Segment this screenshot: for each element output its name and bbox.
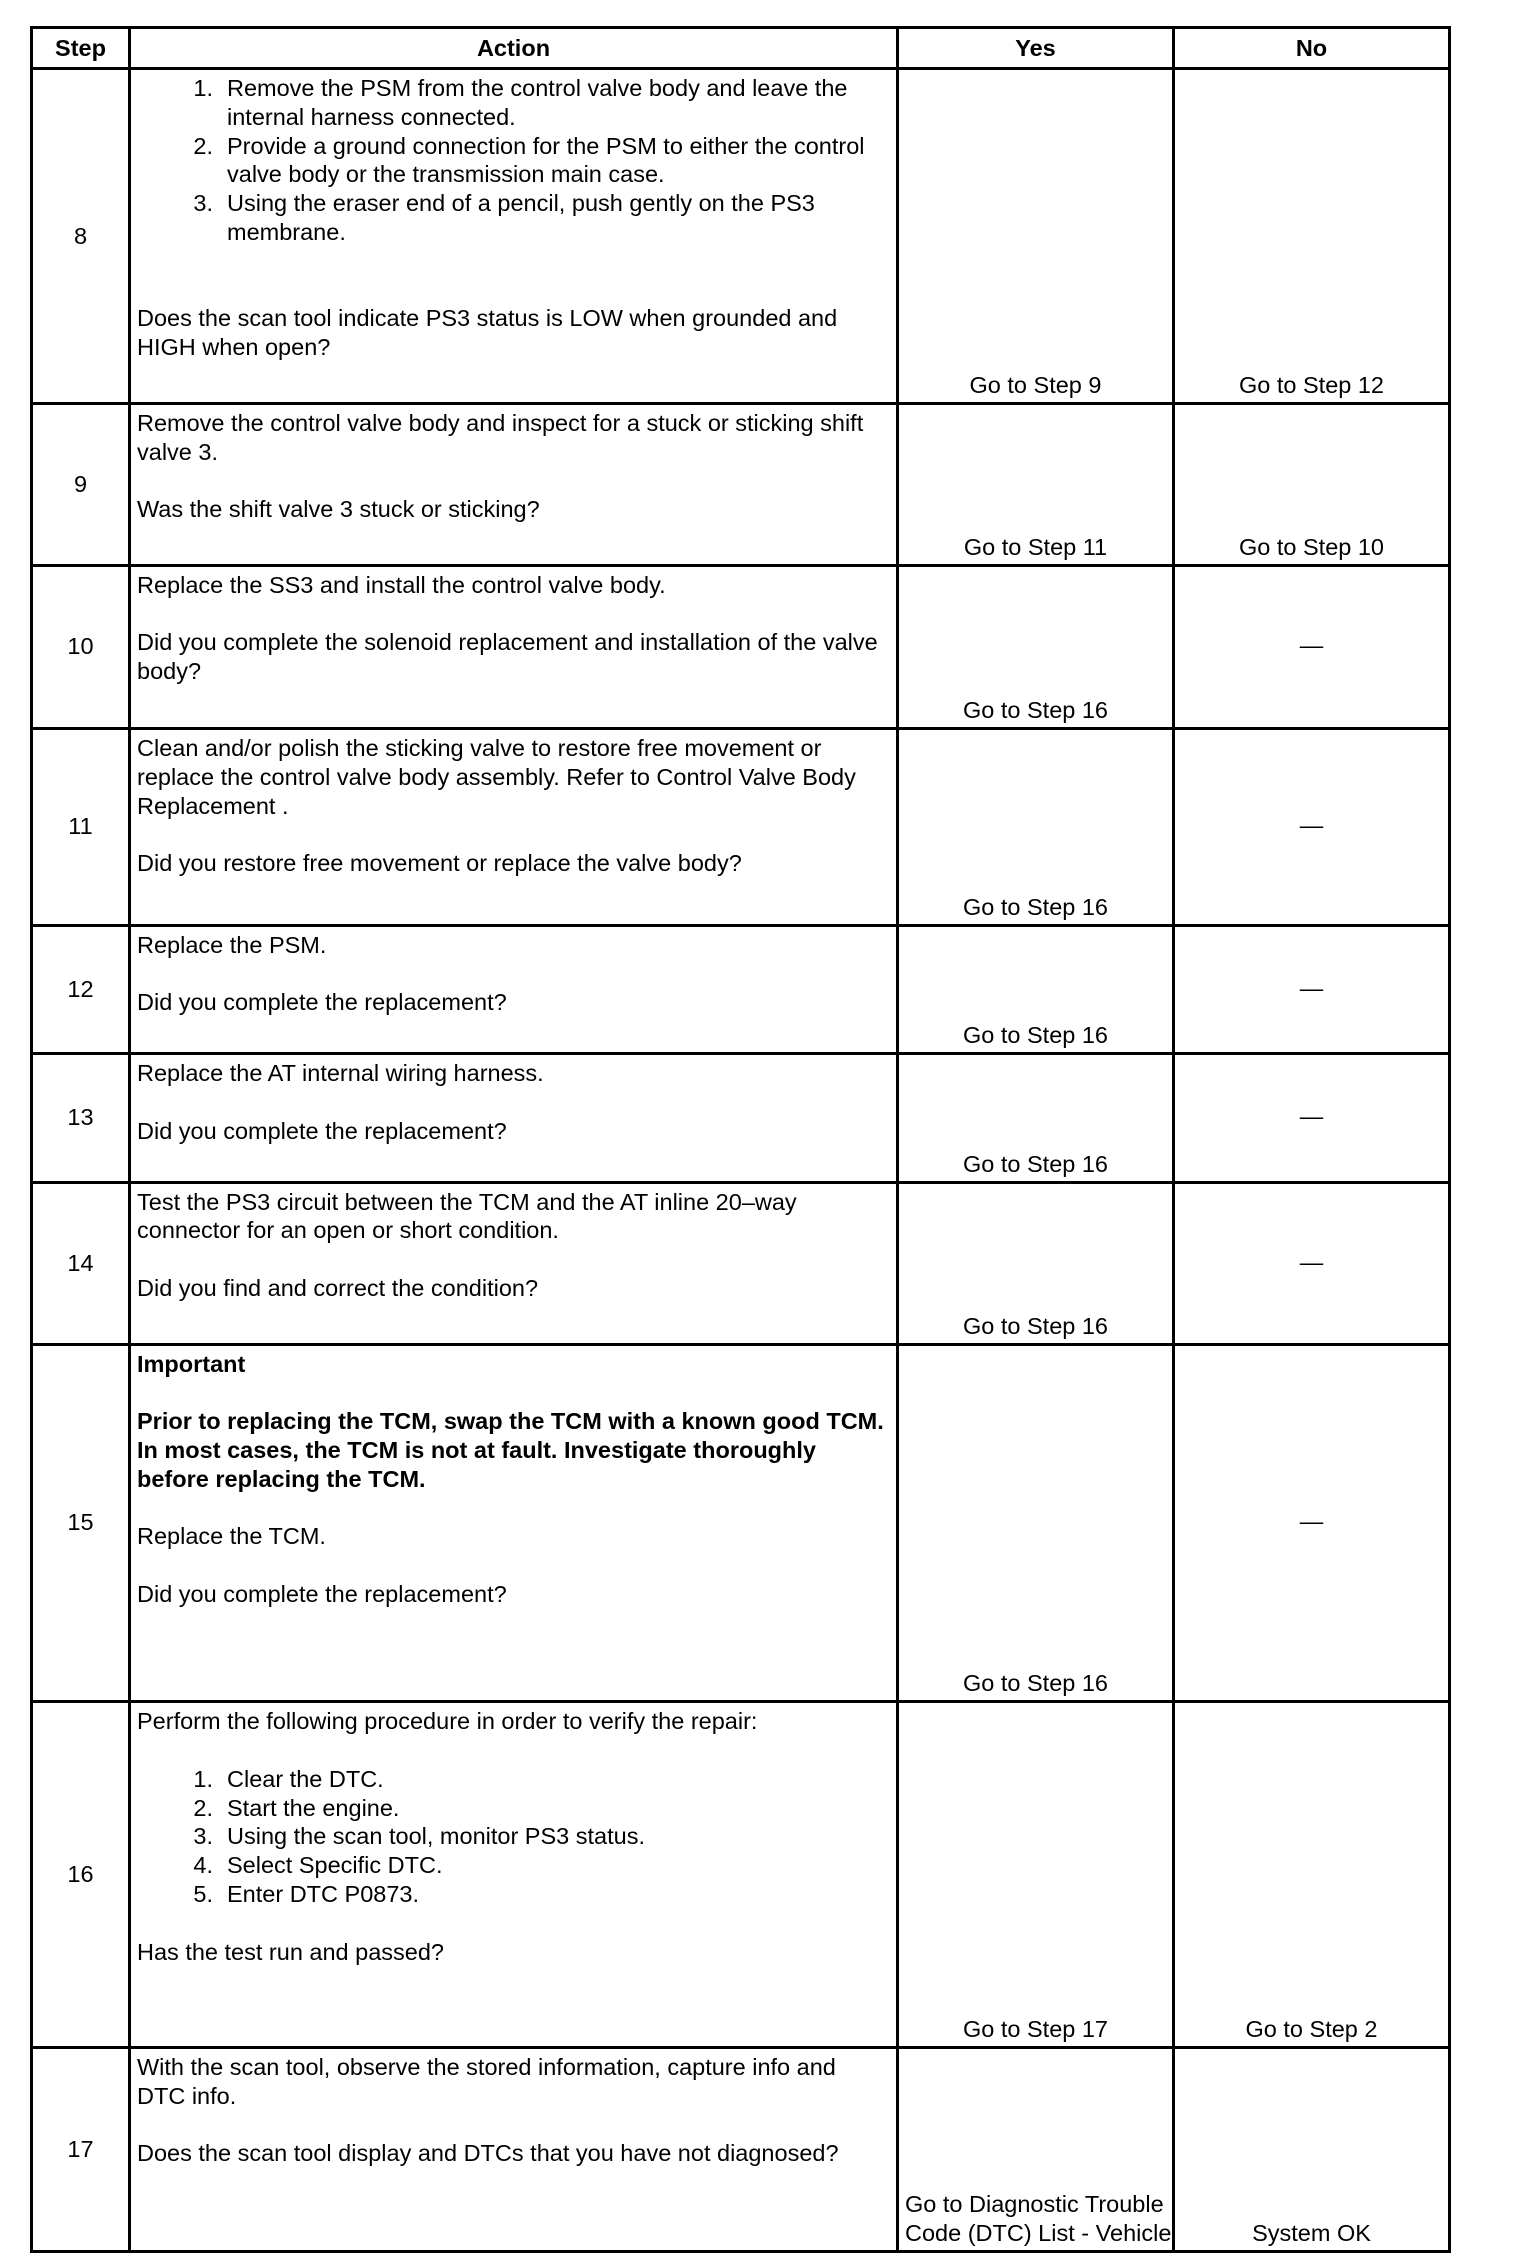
action-text: Replace the PSM. <box>137 931 327 958</box>
step-number: 11 <box>32 728 130 925</box>
action-text: Does the scan tool indicate PS3 status is LOW when grounded and HIGH when open? <box>137 305 838 361</box>
spacer <box>137 247 890 305</box>
action-text: Was the shift valve 3 stuck or sticking? <box>137 496 540 523</box>
action-text: Did you complete the replacement? <box>137 1580 507 1607</box>
no-result: — <box>1174 728 1450 925</box>
step-number: 16 <box>32 1702 130 2048</box>
yes-result: Go to Step 16 <box>898 1182 1174 1344</box>
spacer <box>137 1088 890 1117</box>
no-result: Go to Step 10 <box>1174 403 1450 565</box>
action-cell <box>130 1054 898 1182</box>
no-result: System OK <box>1174 2047 1450 2251</box>
list-number: 5. <box>193 1880 213 1907</box>
action-text: Did you complete the solenoid replacement and installation of the valve body? <box>137 629 878 685</box>
yes-result: Go to Step 16 <box>898 728 1174 925</box>
action-cell <box>130 728 898 925</box>
list-text: Start the engine. <box>227 1794 400 1821</box>
list-item <box>137 189 890 247</box>
spacer <box>137 1736 890 1765</box>
list-number: 2. <box>193 1794 213 1821</box>
step-number: 12 <box>32 925 130 1053</box>
list-item <box>137 1851 890 1880</box>
action-text: Did you restore free movement or replace the valve body? <box>137 850 742 877</box>
table-row-step-14 <box>32 1182 1450 1344</box>
yes-result: Go to Step 9 <box>898 69 1174 404</box>
yes-result: Go to Step 16 <box>898 925 1174 1053</box>
action-cell <box>130 565 898 728</box>
table-row-step-12 <box>32 925 1450 1053</box>
table-row-step-17 <box>32 2047 1450 2251</box>
action-text: Has the test run and passed? <box>137 1938 445 1965</box>
procedure-list <box>137 74 890 247</box>
action-text: Perform the following procedure in order to verify the repair: <box>137 1708 758 1735</box>
list-number: 3. <box>193 190 213 217</box>
no-result: — <box>1174 925 1450 1053</box>
list-item <box>137 74 890 132</box>
spacer <box>137 466 890 495</box>
step-number: 15 <box>32 1344 130 1702</box>
procedure-list <box>137 1765 890 1909</box>
action-text: With the scan tool, observe the stored information, capture info and DTC info. <box>137 2053 836 2109</box>
list-text: Using the eraser end of a pencil, push gently on the PS3 membrane. <box>227 190 815 245</box>
spacer <box>137 960 890 989</box>
no-result: — <box>1174 1344 1450 1702</box>
important-text: Important <box>137 1350 246 1377</box>
no-result: Go to Step 2 <box>1174 1702 1450 2048</box>
list-item <box>137 1822 890 1851</box>
spacer <box>137 2110 890 2139</box>
step-number: 13 <box>32 1054 130 1182</box>
list-text: Enter DTC P0873. <box>227 1880 420 1907</box>
spacer <box>137 1378 890 1407</box>
action-cell <box>130 2047 898 2251</box>
header-step: Step <box>32 28 130 69</box>
action-cell <box>130 1182 898 1344</box>
no-result: — <box>1174 1054 1450 1182</box>
list-number: 1. <box>193 1765 213 1792</box>
step-number: 8 <box>32 69 130 404</box>
action-text: Clean and/or polish the sticking valve to restore free movement or replace the control valve body assembly. Refer to Control Valve Body Replacement . <box>137 734 856 819</box>
list-text: Using the scan tool, monitor PS3 status. <box>227 1823 645 1850</box>
action-cell <box>130 1344 898 1702</box>
no-result: — <box>1174 1182 1450 1344</box>
no-result: Go to Step 12 <box>1174 69 1450 404</box>
step-number: 10 <box>32 565 130 728</box>
list-text: Remove the PSM from the control valve body and leave the internal harness connected. <box>227 75 848 130</box>
spacer <box>137 1494 890 1523</box>
spacer <box>137 1245 890 1274</box>
no-result: — <box>1174 565 1450 728</box>
action-text: Remove the control valve body and inspect for a stuck or sticking shift valve 3. <box>137 409 864 465</box>
diagnostic-table <box>30 26 1451 2253</box>
action-text: Did you complete the replacement? <box>137 1117 507 1144</box>
list-text: Select Specific DTC. <box>227 1852 443 1879</box>
table-row-step-9 <box>32 403 1450 565</box>
action-text: Does the scan tool display and DTCs that you have not diagnosed? <box>137 2140 839 2167</box>
step-number: 14 <box>32 1182 130 1344</box>
list-item <box>137 1794 890 1823</box>
yes-result: Go to Diagnostic Trouble Code (DTC) List - Vehicle <box>898 2047 1174 2251</box>
spacer <box>137 1909 890 1938</box>
table-row-step-10 <box>32 565 1450 728</box>
yes-result: Go to Step 16 <box>898 1054 1174 1182</box>
table-row-step-16 <box>32 1702 1450 2048</box>
action-text: Test the PS3 circuit between the TCM and the AT inline 20–way connector for an open or short condition. <box>137 1188 797 1244</box>
list-item <box>137 132 890 190</box>
table-row-step-13 <box>32 1054 1450 1182</box>
list-text: Clear the DTC. <box>227 1765 384 1792</box>
action-cell <box>130 1702 898 2048</box>
spacer <box>137 820 890 849</box>
action-cell <box>130 69 898 404</box>
yes-result: Go to Step 11 <box>898 403 1174 565</box>
yes-result: Go to Step 16 <box>898 565 1174 728</box>
yes-result: Go to Step 17 <box>898 1702 1174 2048</box>
list-item <box>137 1765 890 1794</box>
action-cell <box>130 403 898 565</box>
header-action: Action <box>130 28 898 69</box>
yes-result: Go to Step 16 <box>898 1344 1174 1702</box>
important-text: Prior to replacing the TCM, swap the TCM with a known good TCM. In most cases, the TCM is not at fault. Investigate thoroughly before replacing the TCM. <box>137 1408 884 1492</box>
list-text: Provide a ground connection for the PSM to either the control valve body or the transmission main case. <box>227 132 865 188</box>
action-text: Did you complete the replacement? <box>137 989 507 1016</box>
table-row-step-8 <box>32 69 1450 404</box>
action-text: Replace the SS3 and install the control valve body. <box>137 571 666 598</box>
action-text: Did you find and correct the condition? <box>137 1274 539 1301</box>
list-number: 2. <box>193 132 213 159</box>
spacer <box>137 1551 890 1580</box>
step-number: 9 <box>32 403 130 565</box>
action-text: Replace the TCM. <box>137 1523 326 1550</box>
header-yes: Yes <box>898 28 1174 69</box>
step-number: 17 <box>32 2047 130 2251</box>
list-number: 3. <box>193 1823 213 1850</box>
list-number: 4. <box>193 1852 213 1879</box>
action-text: Replace the AT internal wiring harness. <box>137 1060 544 1087</box>
list-number: 1. <box>193 75 213 101</box>
table-row-step-15 <box>32 1344 1450 1702</box>
action-cell <box>130 925 898 1053</box>
table-row-step-11 <box>32 728 1450 925</box>
spacer <box>137 600 890 629</box>
list-item <box>137 1880 890 1909</box>
header-no: No <box>1174 28 1450 69</box>
header-row <box>32 28 1450 69</box>
